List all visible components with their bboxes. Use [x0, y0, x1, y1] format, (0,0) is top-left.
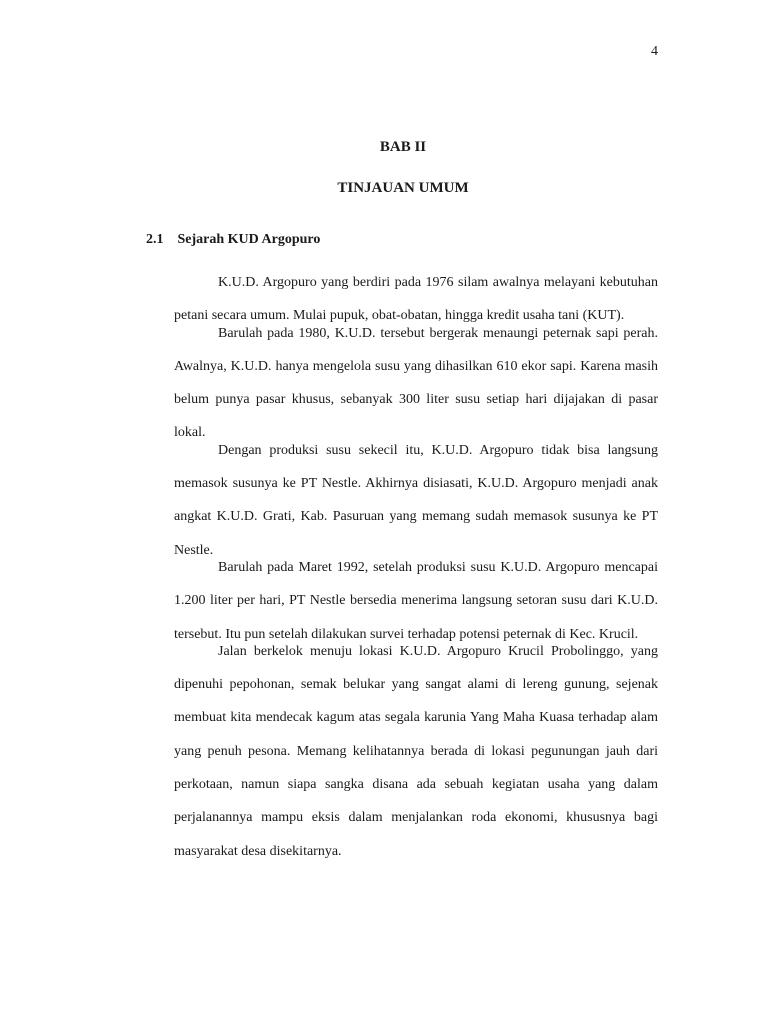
paragraph-1: K.U.D. Argopuro yang berdiri pada 1976 silam awalnya melayani kebutuhan petani secara umum. Mulai pupuk, obat-obatan, hingga kredit usaha tani (KUT). [174, 275, 658, 324]
body-text [174, 266, 658, 868]
paragraph-4: Barulah pada Maret 1992, setelah produksi susu K.U.D. Argopuro mencapai 1.200 liter per hari, PT Nestle bersedia menerima langsung setoran susu dari K.U.D. tersebut. Itu pun setelah dilakukan survei terhadap potensi peternak di Kec. Krucil. [174, 559, 658, 642]
paragraph-5: Jalan berkelok menuju lokasi K.U.D. Argopuro Krucil Probolinggo, yang dipenuhi pepohonan, semak belukar yang sangat alami di lereng gunung, sejenak membuat kita mendecak kagum atas segala karunia Yang Maha Kuasa terhadap alam yang penuh pesona. Memang kelihatannya berada di lokasi pegunungan jauh dari perkotaan, namun siapa sangka disana ada sebuah kegiatan usaha yang dalam perjalanannya mampu eksis dalam menjalankan roda ekonomi, khususnya bagi masyarakat desa disekitarnya. [174, 643, 658, 859]
chapter-title: TINJAUAN UMUM [337, 180, 469, 196]
paragraph-2: Barulah pada 1980, K.U.D. tersebut bergerak menaungi peternak sapi perah. Awalnya, K.U.D. hanya mengelola susu yang dihasilkan 610 ekor sapi. Karena masih belum punya pasar khusus, sebanyak 300 liter susu setiap hari dijajakan di pasar lokal. [174, 325, 658, 441]
paragraph-3: Dengan produksi susu sekecil itu, K.U.D. Argopuro tidak bisa langsung memasok susunya ke PT Nestle. Akhirnya disiasati, K.U.D. Argopuro menjadi anak angkat K.U.D. Grati, Kab. Pasuruan yang memang sudah memasok susunya ke PT Nestle. [174, 442, 658, 558]
chapter-label: BAB II [379, 139, 427, 155]
section-heading [146, 232, 320, 248]
page-number: 4 [651, 44, 658, 59]
section-title: Sejarah KUD Argopuro [177, 232, 321, 247]
section-number: 2.1 [146, 232, 164, 247]
